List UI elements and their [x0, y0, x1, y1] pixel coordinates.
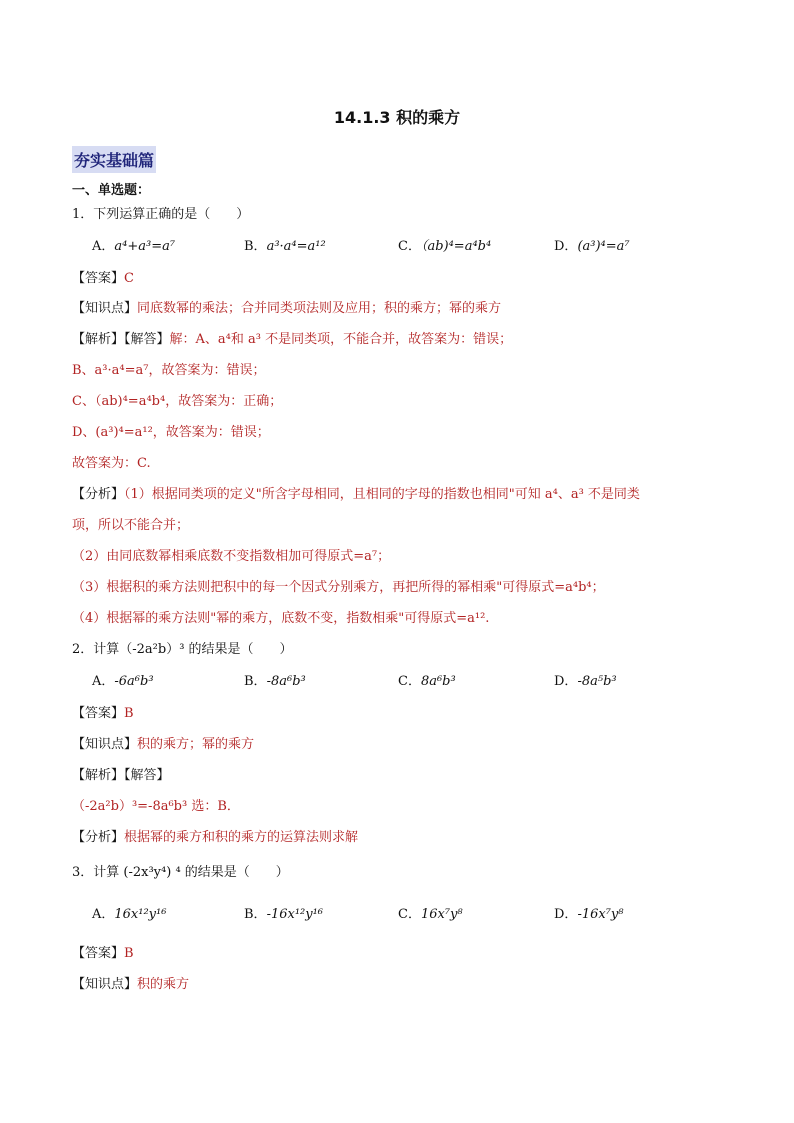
- section-header: 夯实基础篇: [72, 146, 156, 173]
- q2-option-d: D．-8a⁵b³: [554, 674, 617, 689]
- q2-option-c: C．8a⁶b³: [398, 674, 456, 689]
- q1-option-a: A．a⁴+a³=a⁷: [92, 239, 176, 254]
- q2-solution-line: （-2a²b）³=-8a⁶b³ 选：B．: [72, 799, 240, 814]
- q2-options: [0, 673, 794, 693]
- q1-solution-d: D、(a³)⁴=a¹²，故答案为：错误；: [72, 425, 270, 440]
- q2-answer: 【答案】B: [72, 706, 134, 721]
- q1-analysis-4: （4）根据幂的乘方法则"幂的乘方，底数不变，指数相乘"可得原式=a¹².: [72, 611, 490, 626]
- q1-option-c: C．（ab)⁴=a⁴b⁴: [398, 239, 492, 254]
- q1-stem: 1．下列运算正确的是（ ）: [72, 207, 250, 222]
- q1-analysis-2: （2）由同底数幂相乘底数不变指数相加可得原式=a⁷；: [72, 549, 391, 564]
- q2-knowledge-point: 【知识点】积的乘方；幂的乘方: [72, 737, 255, 752]
- q1-option-b: B．a³·a⁴=a¹²: [244, 239, 326, 254]
- q1-option-d: D．(a³)⁴=a⁷: [554, 239, 630, 254]
- q1-solution: 【解析】【解答】解：A、a⁴和 a³ 不是同类项，不能合并，故答案为：错误；: [72, 332, 513, 347]
- q1-analysis-1b: 项，所以不能合并；: [72, 518, 190, 533]
- q2-solution: 【解析】【解答】: [72, 768, 170, 783]
- q3-options: [0, 906, 794, 926]
- q1-answer: 【答案】C: [72, 271, 134, 286]
- q3-option-a: A．16x¹²y¹⁶: [92, 907, 167, 922]
- q3-option-c: C．16x⁷y⁸: [398, 907, 463, 922]
- q1-knowledge-point: 【知识点】同底数幂的乘法；合并同类项法则及应用；积的乘方；幂的乘方: [72, 301, 502, 316]
- q3-option-d: D．-16x⁷y⁸: [554, 907, 624, 922]
- q3-option-b: B．-16x¹²y¹⁶: [244, 907, 324, 922]
- q2-option-b: B．-8a⁶b³: [244, 674, 306, 689]
- page-title: 14.1.3 积的乘方: [333, 108, 461, 127]
- q1-solution-end: 故答案为：C.: [72, 456, 151, 471]
- q2-analysis: 【分析】根据幂的乘方和积的乘方的运算法则求解: [72, 830, 359, 845]
- q1-analysis-3: （3）根据积的乘方法则把积中的每一个因式分别乘方，再把所得的幂相乘"可得原式=a⁴b⁴；: [72, 580, 605, 595]
- q2-stem: 2．计算（-2a²b）³ 的结果是（ ）: [72, 642, 293, 657]
- q1-analysis-1a: 【分析】（1）根据同类项的定义"所含字母相同，且相同的字母的指数也相同"可知 a⁴、a³ 不是同类: [72, 487, 640, 502]
- q3-knowledge-point: 【知识点】积的乘方: [72, 977, 190, 992]
- part-heading: 一、单选题：: [72, 183, 151, 198]
- q2-option-a: A．-6a⁶b³: [92, 674, 154, 689]
- q1-solution-c: C、（ab)⁴=a⁴b⁴，故答案为：正确；: [72, 394, 283, 409]
- q3-stem: 3．计算 (-2x³y⁴) ⁴ 的结果是（ ）: [72, 865, 289, 880]
- q1-options: [0, 238, 794, 258]
- q1-solution-b: B、a³·a⁴=a⁷，故答案为：错误；: [72, 363, 266, 378]
- q3-answer: 【答案】B: [72, 946, 134, 961]
